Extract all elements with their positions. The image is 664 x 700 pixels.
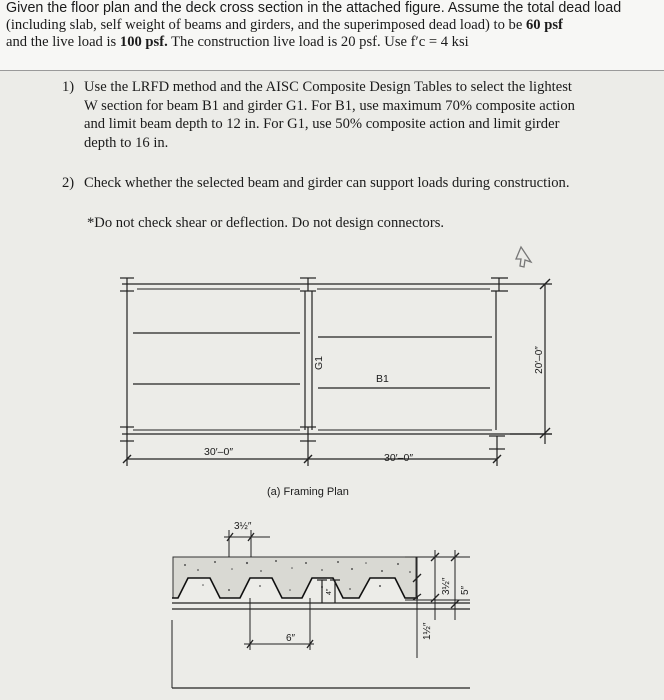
girder-label: G1 [313, 355, 325, 371]
slab-depth-label: 3½″ [441, 577, 452, 595]
rib-width-label: 3½″ [234, 521, 252, 532]
span-left-label: 30′–0″ [204, 446, 234, 458]
question-1-line-2: W section for beam B1 and girder G1. For B1, use maximum 70% composite action [84, 97, 575, 114]
question-1-line-1: Use the LRFD method and the AISC Composite Design Tables to select the lightest [84, 79, 572, 95]
intro-line-1: Given the floor plan and the deck cross section in the attached figure. Assume the total dead load [6, 0, 622, 16]
note-text: *Do not check shear or deflection. Do not design connectors. [87, 215, 445, 231]
construction-load-text: The construction live load is 20 psf. Use f′c = 4 ksi [167, 34, 469, 50]
question-1-line-3: and limit beam depth to 12 in. For G1, use 50% composite action and limit girder [84, 116, 560, 132]
span-vertical-label: 20′–0″ [534, 346, 545, 374]
span-right-label: 30′–0″ [384, 452, 414, 464]
deck-section [172, 521, 471, 688]
deck-height-label: 1½″ [422, 622, 433, 640]
total-depth-label: 5″ [460, 585, 471, 595]
framing-plan [120, 278, 552, 466]
question-2-text: Check whether the selected beam and girder can support loads during construction. [84, 175, 570, 191]
dead-load-value: 60 psf [525, 17, 563, 33]
beam-label: B1 [376, 373, 389, 385]
intro-line-2-text: (including slab, self weight of beams and girders, and the superimposed dead load) to be [6, 17, 526, 33]
cursor-icon [516, 247, 531, 267]
column-bottom-right [489, 436, 505, 449]
question-1-line-4: depth to 16 in. [84, 134, 169, 151]
stud-height-label: 4″ [326, 588, 333, 595]
live-load-value: 100 psf. [119, 34, 168, 50]
question-2-number: 2) [62, 175, 75, 191]
question-1-number: 1) [62, 79, 75, 95]
framing-plan-caption: (a) Framing Plan [267, 486, 349, 498]
rib-spacing-label: 6″ [286, 633, 296, 644]
intro-line-3-text: and the live load is [6, 34, 120, 50]
